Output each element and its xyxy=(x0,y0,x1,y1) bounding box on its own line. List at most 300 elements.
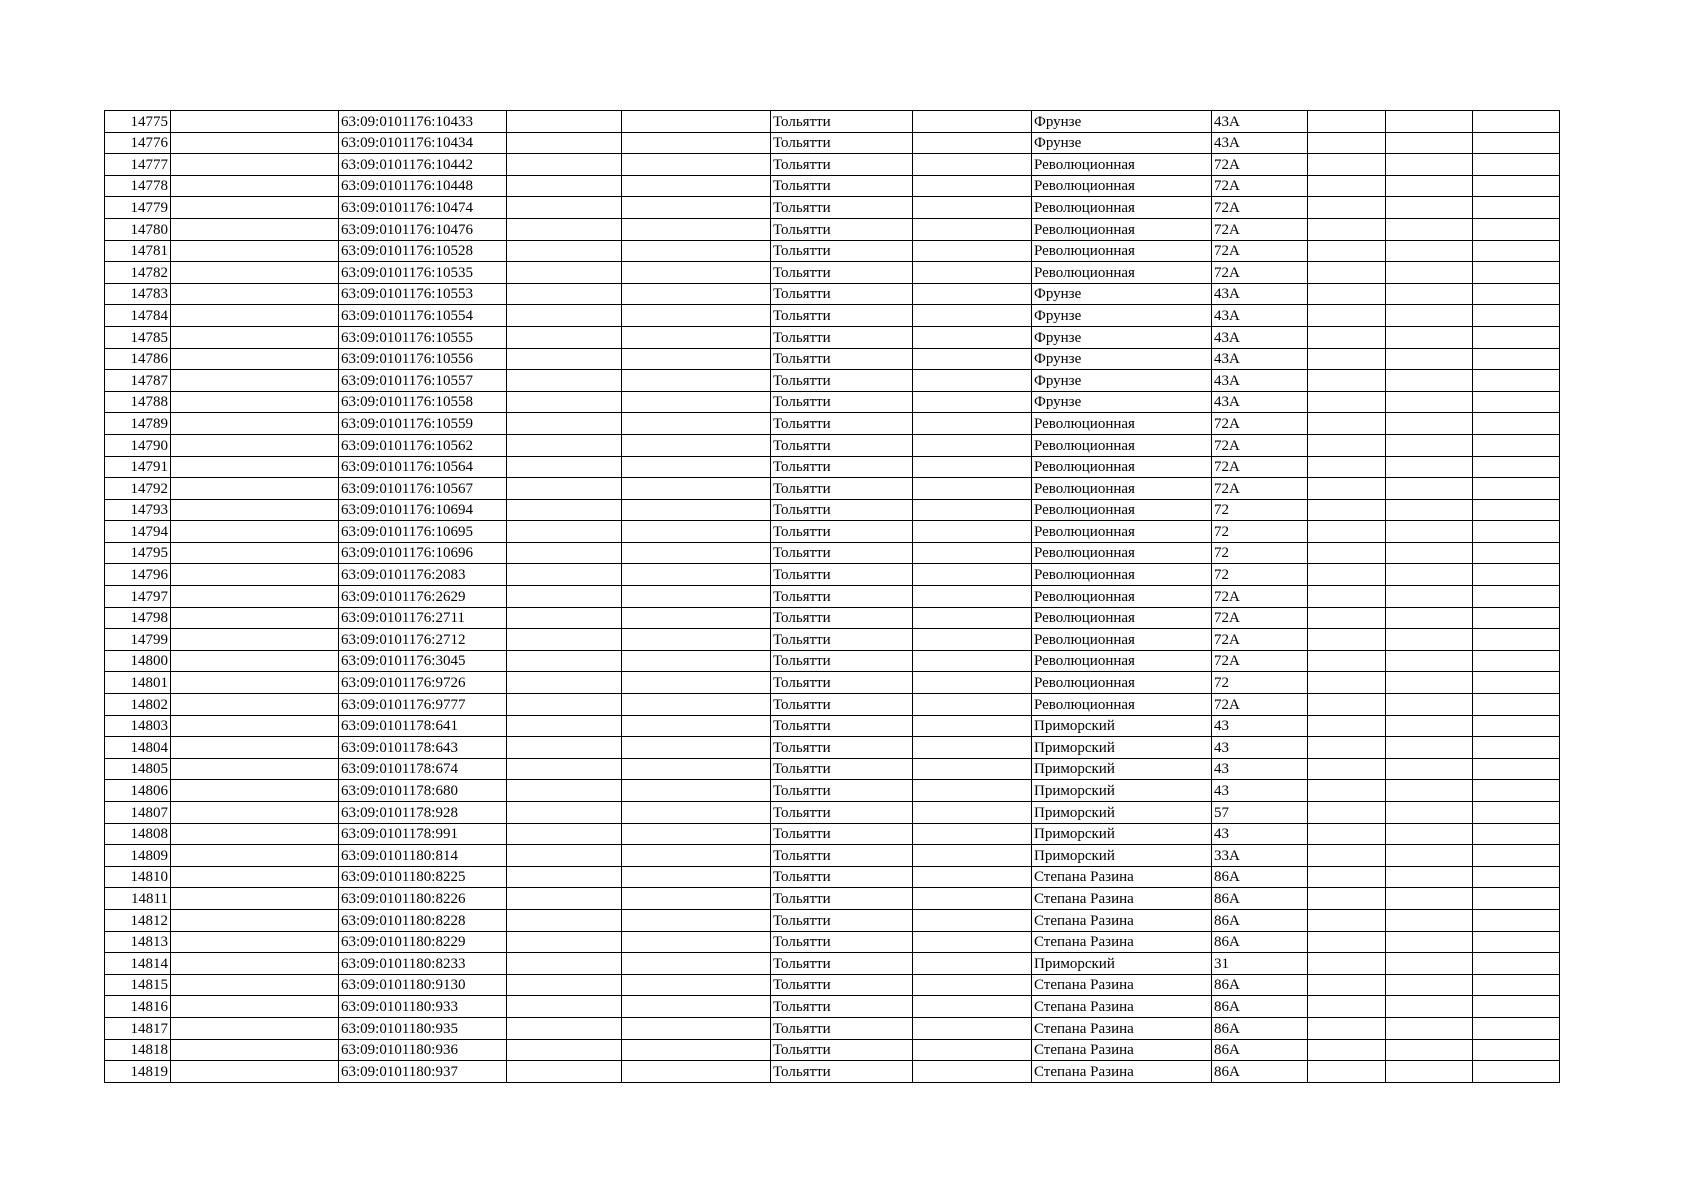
empty-cell xyxy=(507,586,622,608)
empty-cell xyxy=(622,694,771,716)
empty-cell xyxy=(507,629,622,651)
street-cell: Степана Разина xyxy=(1032,1017,1212,1039)
empty-cell xyxy=(913,694,1032,716)
street-cell: Революционная xyxy=(1032,478,1212,500)
empty-cell xyxy=(1308,370,1386,392)
table-row xyxy=(105,391,1560,413)
cadastral-number-cell: 63:09:0101180:814 xyxy=(339,845,507,867)
cadastral-number-cell: 63:09:0101178:641 xyxy=(339,715,507,737)
table-row xyxy=(105,780,1560,802)
row-number-cell: 14810 xyxy=(105,866,171,888)
row-number-cell: 14791 xyxy=(105,456,171,478)
row-number-cell: 14813 xyxy=(105,931,171,953)
cadastral-number-cell: 63:09:0101176:10556 xyxy=(339,348,507,370)
row-number-cell: 14793 xyxy=(105,499,171,521)
row-number-cell: 14815 xyxy=(105,974,171,996)
house-cell: 86А xyxy=(1212,888,1308,910)
empty-cell xyxy=(622,262,771,284)
empty-cell xyxy=(1308,305,1386,327)
empty-cell xyxy=(913,456,1032,478)
street-cell: Приморский xyxy=(1032,802,1212,824)
table-row xyxy=(105,218,1560,240)
table-row xyxy=(105,694,1560,716)
empty-cell xyxy=(622,370,771,392)
empty-cell xyxy=(171,111,339,133)
empty-cell xyxy=(913,909,1032,931)
empty-cell xyxy=(913,953,1032,975)
house-cell: 43А xyxy=(1212,391,1308,413)
empty-cell xyxy=(1386,456,1473,478)
empty-cell xyxy=(171,132,339,154)
house-cell: 72А xyxy=(1212,262,1308,284)
table-row xyxy=(105,456,1560,478)
empty-cell xyxy=(913,737,1032,759)
row-number-cell: 14792 xyxy=(105,478,171,500)
city-cell: Тольятти xyxy=(771,1039,913,1061)
table-row xyxy=(105,175,1560,197)
street-cell: Степана Разина xyxy=(1032,909,1212,931)
empty-cell xyxy=(1473,240,1560,262)
empty-cell xyxy=(1308,197,1386,219)
empty-cell xyxy=(171,823,339,845)
street-cell: Степана Разина xyxy=(1032,1039,1212,1061)
empty-cell xyxy=(507,694,622,716)
empty-cell xyxy=(1386,909,1473,931)
empty-cell xyxy=(507,888,622,910)
empty-cell xyxy=(1386,154,1473,176)
empty-cell xyxy=(1386,370,1473,392)
empty-cell xyxy=(507,866,622,888)
empty-cell xyxy=(1386,240,1473,262)
house-cell: 43А xyxy=(1212,305,1308,327)
cadastral-number-cell: 63:09:0101176:10557 xyxy=(339,370,507,392)
street-cell: Приморский xyxy=(1032,715,1212,737)
cadastral-number-cell: 63:09:0101176:10476 xyxy=(339,218,507,240)
empty-cell xyxy=(1386,197,1473,219)
table-row xyxy=(105,542,1560,564)
empty-cell xyxy=(622,240,771,262)
table-row xyxy=(105,866,1560,888)
street-cell: Революционная xyxy=(1032,542,1212,564)
city-cell: Тольятти xyxy=(771,132,913,154)
empty-cell xyxy=(913,564,1032,586)
empty-cell xyxy=(913,607,1032,629)
row-number-cell: 14801 xyxy=(105,672,171,694)
street-cell: Революционная xyxy=(1032,218,1212,240)
empty-cell xyxy=(1386,845,1473,867)
row-number-cell: 14806 xyxy=(105,780,171,802)
empty-cell xyxy=(622,1039,771,1061)
empty-cell xyxy=(507,780,622,802)
empty-cell xyxy=(1386,262,1473,284)
empty-cell xyxy=(507,802,622,824)
empty-cell xyxy=(1473,866,1560,888)
city-cell: Тольятти xyxy=(771,111,913,133)
empty-cell xyxy=(507,974,622,996)
street-cell: Революционная xyxy=(1032,499,1212,521)
city-cell: Тольятти xyxy=(771,931,913,953)
table-row xyxy=(105,607,1560,629)
house-cell: 72А xyxy=(1212,413,1308,435)
cadastral-number-cell: 63:09:0101176:10562 xyxy=(339,434,507,456)
table-row xyxy=(105,499,1560,521)
empty-cell xyxy=(1386,802,1473,824)
empty-cell xyxy=(913,326,1032,348)
house-cell: 72А xyxy=(1212,456,1308,478)
table-row xyxy=(105,1061,1560,1083)
empty-cell xyxy=(1308,780,1386,802)
empty-cell xyxy=(507,953,622,975)
empty-cell xyxy=(507,542,622,564)
empty-cell xyxy=(1473,931,1560,953)
city-cell: Тольятти xyxy=(771,780,913,802)
empty-cell xyxy=(1473,564,1560,586)
empty-cell xyxy=(1308,866,1386,888)
row-number-cell: 14783 xyxy=(105,283,171,305)
empty-cell xyxy=(622,953,771,975)
city-cell: Тольятти xyxy=(771,262,913,284)
empty-cell xyxy=(171,348,339,370)
cadastral-number-cell: 63:09:0101180:8229 xyxy=(339,931,507,953)
street-cell: Революционная xyxy=(1032,154,1212,176)
street-cell: Революционная xyxy=(1032,694,1212,716)
empty-cell xyxy=(622,521,771,543)
empty-cell xyxy=(1386,305,1473,327)
empty-cell xyxy=(913,370,1032,392)
empty-cell xyxy=(622,780,771,802)
house-cell: 72А xyxy=(1212,478,1308,500)
house-cell: 43А xyxy=(1212,111,1308,133)
house-cell: 72А xyxy=(1212,197,1308,219)
empty-cell xyxy=(507,197,622,219)
house-cell: 43А xyxy=(1212,370,1308,392)
street-cell: Фрунзе xyxy=(1032,111,1212,133)
empty-cell xyxy=(507,175,622,197)
empty-cell xyxy=(507,132,622,154)
cadastral-number-cell: 63:09:0101176:2083 xyxy=(339,564,507,586)
empty-cell xyxy=(913,931,1032,953)
city-cell: Тольятти xyxy=(771,866,913,888)
empty-cell xyxy=(1473,996,1560,1018)
empty-cell xyxy=(622,866,771,888)
empty-cell xyxy=(1473,478,1560,500)
house-cell: 72А xyxy=(1212,240,1308,262)
house-cell: 72 xyxy=(1212,499,1308,521)
empty-cell xyxy=(622,478,771,500)
empty-cell xyxy=(1386,888,1473,910)
city-cell: Тольятти xyxy=(771,197,913,219)
empty-cell xyxy=(507,1061,622,1083)
street-cell: Революционная xyxy=(1032,175,1212,197)
empty-cell xyxy=(1473,845,1560,867)
empty-cell xyxy=(1473,132,1560,154)
empty-cell xyxy=(1473,391,1560,413)
street-cell: Степана Разина xyxy=(1032,888,1212,910)
city-cell: Тольятти xyxy=(771,888,913,910)
table-row xyxy=(105,413,1560,435)
empty-cell xyxy=(1473,305,1560,327)
row-number-cell: 14803 xyxy=(105,715,171,737)
empty-cell xyxy=(1308,715,1386,737)
empty-cell xyxy=(913,823,1032,845)
house-cell: 72А xyxy=(1212,650,1308,672)
empty-cell xyxy=(1308,240,1386,262)
street-cell: Революционная xyxy=(1032,521,1212,543)
empty-cell xyxy=(622,996,771,1018)
empty-cell xyxy=(171,240,339,262)
empty-cell xyxy=(171,391,339,413)
empty-cell xyxy=(1308,413,1386,435)
cadastral-number-cell: 63:09:0101180:936 xyxy=(339,1039,507,1061)
empty-cell xyxy=(913,175,1032,197)
empty-cell xyxy=(1386,111,1473,133)
empty-cell xyxy=(1473,802,1560,824)
empty-cell xyxy=(507,996,622,1018)
empty-cell xyxy=(1473,823,1560,845)
cadastral-number-cell: 63:09:0101176:10694 xyxy=(339,499,507,521)
city-cell: Тольятти xyxy=(771,154,913,176)
empty-cell xyxy=(1308,391,1386,413)
street-cell: Фрунзе xyxy=(1032,391,1212,413)
empty-cell xyxy=(913,845,1032,867)
empty-cell xyxy=(1386,326,1473,348)
table-row xyxy=(105,240,1560,262)
empty-cell xyxy=(1308,758,1386,780)
cadastral-number-cell: 63:09:0101176:10448 xyxy=(339,175,507,197)
street-cell: Приморский xyxy=(1032,823,1212,845)
empty-cell xyxy=(1308,974,1386,996)
empty-cell xyxy=(1386,564,1473,586)
registry-table xyxy=(104,110,1560,1083)
street-cell: Приморский xyxy=(1032,737,1212,759)
empty-cell xyxy=(1308,326,1386,348)
table-row xyxy=(105,262,1560,284)
house-cell: 43 xyxy=(1212,758,1308,780)
empty-cell xyxy=(1308,1039,1386,1061)
row-number-cell: 14819 xyxy=(105,1061,171,1083)
cadastral-number-cell: 63:09:0101176:10695 xyxy=(339,521,507,543)
empty-cell xyxy=(507,758,622,780)
row-number-cell: 14807 xyxy=(105,802,171,824)
empty-cell xyxy=(171,478,339,500)
empty-cell xyxy=(1386,521,1473,543)
table-row xyxy=(105,672,1560,694)
city-cell: Тольятти xyxy=(771,650,913,672)
table-row xyxy=(105,586,1560,608)
house-cell: 86А xyxy=(1212,1039,1308,1061)
empty-cell xyxy=(507,305,622,327)
city-cell: Тольятти xyxy=(771,175,913,197)
empty-cell xyxy=(507,931,622,953)
row-number-cell: 14811 xyxy=(105,888,171,910)
empty-cell xyxy=(622,305,771,327)
empty-cell xyxy=(622,629,771,651)
cadastral-number-cell: 63:09:0101176:10567 xyxy=(339,478,507,500)
empty-cell xyxy=(507,154,622,176)
empty-cell xyxy=(1473,456,1560,478)
cadastral-number-cell: 63:09:0101176:3045 xyxy=(339,650,507,672)
empty-cell xyxy=(171,650,339,672)
empty-cell xyxy=(507,326,622,348)
table-row xyxy=(105,370,1560,392)
cadastral-number-cell: 63:09:0101176:10553 xyxy=(339,283,507,305)
city-cell: Тольятти xyxy=(771,953,913,975)
empty-cell xyxy=(622,111,771,133)
empty-cell xyxy=(622,845,771,867)
table-row xyxy=(105,953,1560,975)
empty-cell xyxy=(1473,499,1560,521)
empty-cell xyxy=(622,154,771,176)
empty-cell xyxy=(622,175,771,197)
empty-cell xyxy=(171,262,339,284)
row-number-cell: 14800 xyxy=(105,650,171,672)
empty-cell xyxy=(1473,586,1560,608)
empty-cell xyxy=(1308,434,1386,456)
empty-cell xyxy=(1473,629,1560,651)
empty-cell xyxy=(1308,996,1386,1018)
empty-cell xyxy=(507,413,622,435)
empty-cell xyxy=(1473,111,1560,133)
city-cell: Тольятти xyxy=(771,629,913,651)
city-cell: Тольятти xyxy=(771,802,913,824)
table-row xyxy=(105,758,1560,780)
empty-cell xyxy=(913,672,1032,694)
empty-cell xyxy=(1473,370,1560,392)
street-cell: Степана Разина xyxy=(1032,931,1212,953)
street-cell: Приморский xyxy=(1032,953,1212,975)
empty-cell xyxy=(1386,996,1473,1018)
city-cell: Тольятти xyxy=(771,542,913,564)
row-number-cell: 14785 xyxy=(105,326,171,348)
row-number-cell: 14805 xyxy=(105,758,171,780)
empty-cell xyxy=(171,197,339,219)
row-number-cell: 14804 xyxy=(105,737,171,759)
street-cell: Революционная xyxy=(1032,240,1212,262)
city-cell: Тольятти xyxy=(771,694,913,716)
house-cell: 86А xyxy=(1212,974,1308,996)
table-row xyxy=(105,931,1560,953)
city-cell: Тольятти xyxy=(771,370,913,392)
row-number-cell: 14788 xyxy=(105,391,171,413)
empty-cell xyxy=(507,240,622,262)
empty-cell xyxy=(622,586,771,608)
street-cell: Революционная xyxy=(1032,262,1212,284)
street-cell: Фрунзе xyxy=(1032,370,1212,392)
row-number-cell: 14780 xyxy=(105,218,171,240)
cadastral-number-cell: 63:09:0101176:2629 xyxy=(339,586,507,608)
empty-cell xyxy=(171,953,339,975)
row-number-cell: 14814 xyxy=(105,953,171,975)
house-cell: 86А xyxy=(1212,1061,1308,1083)
empty-cell xyxy=(622,888,771,910)
empty-cell xyxy=(622,218,771,240)
row-number-cell: 14809 xyxy=(105,845,171,867)
empty-cell xyxy=(1308,521,1386,543)
empty-cell xyxy=(1473,175,1560,197)
row-number-cell: 14795 xyxy=(105,542,171,564)
table-row xyxy=(105,197,1560,219)
empty-cell xyxy=(507,909,622,931)
table-row xyxy=(105,888,1560,910)
city-cell: Тольятти xyxy=(771,586,913,608)
empty-cell xyxy=(171,629,339,651)
street-cell: Приморский xyxy=(1032,780,1212,802)
empty-cell xyxy=(622,823,771,845)
empty-cell xyxy=(171,413,339,435)
empty-cell xyxy=(913,650,1032,672)
house-cell: 86А xyxy=(1212,866,1308,888)
cadastral-number-cell: 63:09:0101180:8225 xyxy=(339,866,507,888)
empty-cell xyxy=(913,521,1032,543)
empty-cell xyxy=(1386,478,1473,500)
table-row xyxy=(105,154,1560,176)
empty-cell xyxy=(1386,1039,1473,1061)
house-cell: 72А xyxy=(1212,434,1308,456)
empty-cell xyxy=(171,218,339,240)
cadastral-number-cell: 63:09:0101176:10564 xyxy=(339,456,507,478)
empty-cell xyxy=(1308,845,1386,867)
empty-cell xyxy=(507,283,622,305)
street-cell: Революционная xyxy=(1032,197,1212,219)
empty-cell xyxy=(913,866,1032,888)
table-row xyxy=(105,629,1560,651)
empty-cell xyxy=(171,845,339,867)
empty-cell xyxy=(622,499,771,521)
city-cell: Тольятти xyxy=(771,758,913,780)
city-cell: Тольятти xyxy=(771,499,913,521)
city-cell: Тольятти xyxy=(771,434,913,456)
empty-cell xyxy=(622,326,771,348)
row-number-cell: 14817 xyxy=(105,1017,171,1039)
empty-cell xyxy=(622,650,771,672)
empty-cell xyxy=(1386,175,1473,197)
empty-cell xyxy=(913,780,1032,802)
empty-cell xyxy=(622,802,771,824)
empty-cell xyxy=(913,240,1032,262)
empty-cell xyxy=(913,434,1032,456)
empty-cell xyxy=(1473,154,1560,176)
city-cell: Тольятти xyxy=(771,564,913,586)
empty-cell xyxy=(622,348,771,370)
empty-cell xyxy=(171,758,339,780)
table-row xyxy=(105,132,1560,154)
empty-cell xyxy=(1308,154,1386,176)
cadastral-number-cell: 63:09:0101176:10535 xyxy=(339,262,507,284)
street-cell: Революционная xyxy=(1032,456,1212,478)
house-cell: 43А xyxy=(1212,132,1308,154)
empty-cell xyxy=(1308,262,1386,284)
empty-cell xyxy=(1386,650,1473,672)
street-cell: Приморский xyxy=(1032,845,1212,867)
house-cell: 72А xyxy=(1212,175,1308,197)
city-cell: Тольятти xyxy=(771,413,913,435)
empty-cell xyxy=(507,478,622,500)
empty-cell xyxy=(622,672,771,694)
house-cell: 86А xyxy=(1212,909,1308,931)
house-cell: 86А xyxy=(1212,996,1308,1018)
street-cell: Революционная xyxy=(1032,434,1212,456)
empty-cell xyxy=(171,521,339,543)
street-cell: Фрунзе xyxy=(1032,132,1212,154)
empty-cell xyxy=(1386,758,1473,780)
empty-cell xyxy=(1386,391,1473,413)
empty-cell xyxy=(1386,413,1473,435)
empty-cell xyxy=(1473,348,1560,370)
cadastral-number-cell: 63:09:0101180:933 xyxy=(339,996,507,1018)
table-row xyxy=(105,715,1560,737)
empty-cell xyxy=(1386,780,1473,802)
row-number-cell: 14775 xyxy=(105,111,171,133)
